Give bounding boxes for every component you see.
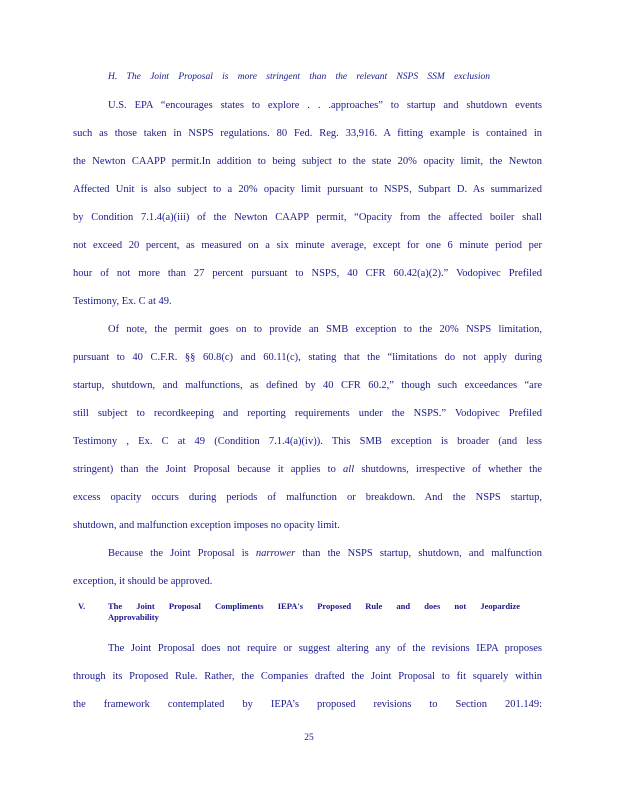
emphasis-all: all bbox=[343, 464, 355, 475]
paragraph-line: by Condition 7.1.4(a)(iii) of the Newton CAAPP permit, “Opacity from the affected boiler shall bbox=[73, 212, 542, 223]
section-heading-h: H. The Joint Proposal is more stringent than the relevant NSPS SSM exclusion bbox=[108, 72, 490, 82]
paragraph-line: shutdown, and malfunction exception imposes no opacity limit. bbox=[73, 520, 340, 531]
paragraph-line: Testimony, Ex. C at 49. bbox=[73, 296, 172, 307]
paragraph-line: U.S. EPA “encourages states to explore . . .approaches” to startup and shutdown events bbox=[108, 100, 542, 111]
paragraph-line: Of note, the permit goes on to provide an SMB exception to the 20% NSPS limitation, bbox=[108, 324, 542, 335]
paragraph-line bbox=[108, 547, 542, 561]
line-text: shutdowns, irrespective of whether the bbox=[354, 464, 542, 475]
paragraph-line: the framework contemplated by IEPA’s proposed revisions to Section 201.149: bbox=[73, 699, 542, 710]
line-text: stringent) than the Joint Proposal because it applies to bbox=[73, 464, 344, 475]
paragraph-line: pursuant to 40 C.F.R. §§ 60.8(c) and 60.11(c), stating that the “limitations do not apply during bbox=[73, 352, 542, 363]
emphasis-narrower: narrower bbox=[255, 548, 296, 559]
section-heading-v bbox=[78, 601, 520, 623]
paragraph-line: the Newton CAAPP permit.In addition to being subject to the state 20% opacity limit, the Newton bbox=[73, 156, 542, 167]
paragraph-line: still subject to recordkeeping and reporting requirements under the NSPS.” Vodopivec Prefiled bbox=[73, 408, 542, 419]
page-number: 25 bbox=[304, 733, 314, 743]
section-title-line: The Joint Proposal Compliments IEPA's Proposed Rule and does not Jeopardize bbox=[108, 601, 520, 611]
paragraph-line: not exceed 20 percent, as measured on a six minute average, except for one 6 minute period per bbox=[73, 240, 542, 251]
paragraph-line bbox=[73, 463, 542, 477]
line-text: Because the Joint Proposal is bbox=[108, 548, 256, 559]
paragraph-line: Affected Unit is also subject to a 20% opacity limit pursuant to NSPS, Subpart D. As summarized bbox=[73, 184, 542, 195]
line-text: than the NSPS startup, shutdown, and malfunction bbox=[295, 548, 542, 559]
paragraph-line: The Joint Proposal does not require or suggest altering any of the revisions IEPA proposes bbox=[108, 643, 542, 654]
paragraph-line: exception, it should be approved. bbox=[73, 576, 213, 587]
paragraph-line: through its Proposed Rule. Rather, the Companies drafted the Joint Proposal to fit squarely within bbox=[73, 671, 542, 682]
paragraph-line: startup, shutdown, and malfunctions, as defined by 40 CFR 60.2,” though such exceedances “are bbox=[73, 380, 542, 391]
paragraph-line: such as those taken in NSPS regulations. 80 Fed. Reg. 33,916. A fitting example is contained in bbox=[73, 128, 542, 139]
paragraph-line: excess opacity occurs during periods of malfunction or breakdown. And the NSPS startup, bbox=[73, 492, 542, 503]
paragraph-line: hour of not more than 27 percent pursuant to NSPS, 40 CFR 60.42(a)(2).” Vodopivec Prefiled bbox=[73, 268, 542, 279]
section-title-line: Approvability bbox=[108, 612, 159, 622]
section-number: V. bbox=[78, 601, 86, 611]
paragraph-line: Testimony , Ex. C at 49 (Condition 7.1.4(a)(iv)). This SMB exception is broader (and less bbox=[73, 436, 542, 447]
